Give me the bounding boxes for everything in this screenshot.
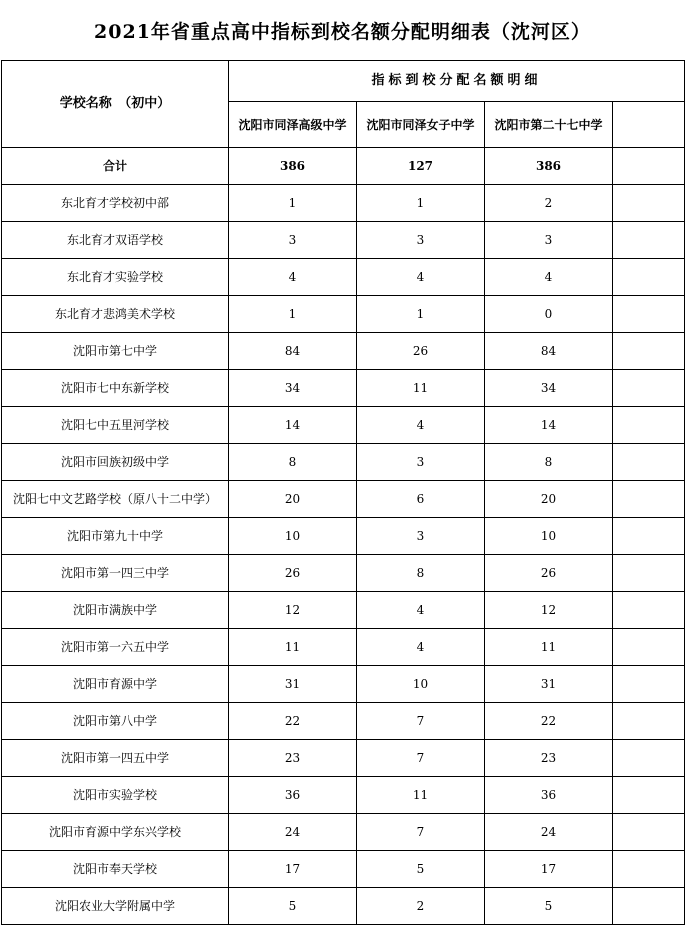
empty-cell [613, 555, 685, 592]
empty-cell [613, 518, 685, 555]
quota-cell: 24 [485, 814, 613, 851]
empty-cell [613, 444, 685, 481]
quota-cell: 26 [357, 333, 485, 370]
total-value: 127 [357, 148, 485, 185]
total-label: 合计 [2, 148, 229, 185]
quota-cell: 12 [485, 592, 613, 629]
quota-cell: 8 [357, 555, 485, 592]
quota-cell: 34 [229, 370, 357, 407]
quota-cell: 22 [229, 703, 357, 740]
quota-cell: 84 [485, 333, 613, 370]
table-row [2, 666, 685, 703]
allocation-group-header: 指标到校分配名额明细 [229, 61, 685, 102]
table-row [2, 851, 685, 888]
quota-cell: 20 [229, 481, 357, 518]
quota-cell: 1 [357, 296, 485, 333]
quota-cell: 1 [357, 185, 485, 222]
empty-cell [613, 370, 685, 407]
quota-cell: 4 [357, 407, 485, 444]
empty-cell [613, 814, 685, 851]
quota-cell: 34 [485, 370, 613, 407]
quota-cell: 31 [485, 666, 613, 703]
quota-cell: 2 [485, 185, 613, 222]
quota-cell: 12 [229, 592, 357, 629]
empty-cell [613, 740, 685, 777]
column-header [613, 102, 685, 148]
school-name-cell: 沈阳七中五里河学校 [2, 407, 229, 444]
school-name-cell: 沈阳市满族中学 [2, 592, 229, 629]
empty-cell [613, 851, 685, 888]
empty-cell [613, 666, 685, 703]
school-name-cell: 沈阳市第八中学 [2, 703, 229, 740]
table-row [2, 185, 685, 222]
table-row [2, 481, 685, 518]
empty-cell [613, 407, 685, 444]
quota-cell: 4 [357, 629, 485, 666]
table-row [2, 888, 685, 925]
empty-cell [613, 888, 685, 925]
empty-cell [613, 185, 685, 222]
school-name-cell: 沈阳市第一四五中学 [2, 740, 229, 777]
table-body [2, 61, 685, 925]
allocation-table [1, 60, 685, 925]
quota-cell: 20 [485, 481, 613, 518]
header-row-group [2, 61, 685, 102]
quota-cell: 11 [485, 629, 613, 666]
quota-cell: 8 [229, 444, 357, 481]
school-name-cell: 沈阳七中文艺路学校（原八十二中学） [2, 481, 229, 518]
quota-cell: 36 [229, 777, 357, 814]
quota-cell: 23 [229, 740, 357, 777]
quota-cell: 5 [229, 888, 357, 925]
school-name-cell: 沈阳市实验学校 [2, 777, 229, 814]
school-name-cell: 沈阳农业大学附属中学 [2, 888, 229, 925]
quota-cell: 7 [357, 814, 485, 851]
page-title: 2021年省重点高中指标到校名额分配明细表（沈河区） [94, 20, 591, 43]
quota-cell: 4 [357, 592, 485, 629]
quota-cell: 8 [485, 444, 613, 481]
quota-cell: 5 [357, 851, 485, 888]
quota-cell: 3 [357, 444, 485, 481]
quota-cell: 7 [357, 703, 485, 740]
quota-cell: 36 [485, 777, 613, 814]
school-name-cell: 东北育才悲鸿美术学校 [2, 296, 229, 333]
table-row [2, 370, 685, 407]
column-header: 沈阳市同泽高级中学 [229, 102, 357, 148]
empty-cell [613, 777, 685, 814]
table-row [2, 740, 685, 777]
quota-cell: 3 [485, 222, 613, 259]
table-row [2, 629, 685, 666]
quota-cell: 3 [357, 222, 485, 259]
quota-cell: 5 [485, 888, 613, 925]
table-row [2, 703, 685, 740]
quota-cell: 2 [357, 888, 485, 925]
quota-cell: 11 [357, 777, 485, 814]
table-row [2, 333, 685, 370]
table-row [2, 777, 685, 814]
table-row [2, 296, 685, 333]
table-row [2, 259, 685, 296]
table-row [2, 444, 685, 481]
quota-cell: 26 [485, 555, 613, 592]
quota-cell: 11 [229, 629, 357, 666]
total-row [2, 148, 685, 185]
column-header: 沈阳市第二十七中学 [485, 102, 613, 148]
empty-cell [613, 592, 685, 629]
empty-cell [613, 333, 685, 370]
quota-cell: 7 [357, 740, 485, 777]
quota-cell: 1 [229, 296, 357, 333]
total-value [613, 148, 685, 185]
quota-cell: 14 [229, 407, 357, 444]
column-header: 沈阳市同泽女子中学 [357, 102, 485, 148]
empty-cell [613, 259, 685, 296]
quota-cell: 17 [485, 851, 613, 888]
quota-cell: 22 [485, 703, 613, 740]
school-name-cell: 沈阳市育源中学东兴学校 [2, 814, 229, 851]
school-name-cell: 沈阳市育源中学 [2, 666, 229, 703]
school-name-cell: 沈阳市七中东新学校 [2, 370, 229, 407]
total-value: 386 [485, 148, 613, 185]
table-row [2, 592, 685, 629]
quota-cell: 10 [357, 666, 485, 703]
school-name-cell: 沈阳市奉天学校 [2, 851, 229, 888]
table-row [2, 518, 685, 555]
table-row [2, 555, 685, 592]
empty-cell [613, 222, 685, 259]
quota-cell: 11 [357, 370, 485, 407]
quota-cell: 10 [229, 518, 357, 555]
school-name-cell: 沈阳市第九十中学 [2, 518, 229, 555]
quota-cell: 17 [229, 851, 357, 888]
quota-cell: 23 [485, 740, 613, 777]
quota-cell: 1 [229, 185, 357, 222]
empty-cell [613, 629, 685, 666]
total-value: 386 [229, 148, 357, 185]
quota-cell: 10 [485, 518, 613, 555]
quota-cell: 0 [485, 296, 613, 333]
school-name-cell: 沈阳市回族初级中学 [2, 444, 229, 481]
quota-cell: 84 [229, 333, 357, 370]
quota-cell: 4 [357, 259, 485, 296]
school-name-cell: 沈阳市第七中学 [2, 333, 229, 370]
quota-cell: 4 [485, 259, 613, 296]
school-name-cell: 沈阳市第一四三中学 [2, 555, 229, 592]
table-row [2, 814, 685, 851]
quota-cell: 3 [229, 222, 357, 259]
quota-cell: 14 [485, 407, 613, 444]
quota-cell: 24 [229, 814, 357, 851]
quota-cell: 26 [229, 555, 357, 592]
empty-cell [613, 481, 685, 518]
quota-cell: 31 [229, 666, 357, 703]
empty-cell [613, 703, 685, 740]
empty-cell [613, 296, 685, 333]
school-name-cell: 沈阳市第一六五中学 [2, 629, 229, 666]
quota-cell: 4 [229, 259, 357, 296]
quota-cell: 3 [357, 518, 485, 555]
quota-cell: 6 [357, 481, 485, 518]
table-row [2, 407, 685, 444]
school-name-cell: 东北育才实验学校 [2, 259, 229, 296]
table-row [2, 222, 685, 259]
school-name-cell: 东北育才学校初中部 [2, 185, 229, 222]
school-name-header: 学校名称 （初中） [2, 61, 229, 148]
school-name-cell: 东北育才双语学校 [2, 222, 229, 259]
